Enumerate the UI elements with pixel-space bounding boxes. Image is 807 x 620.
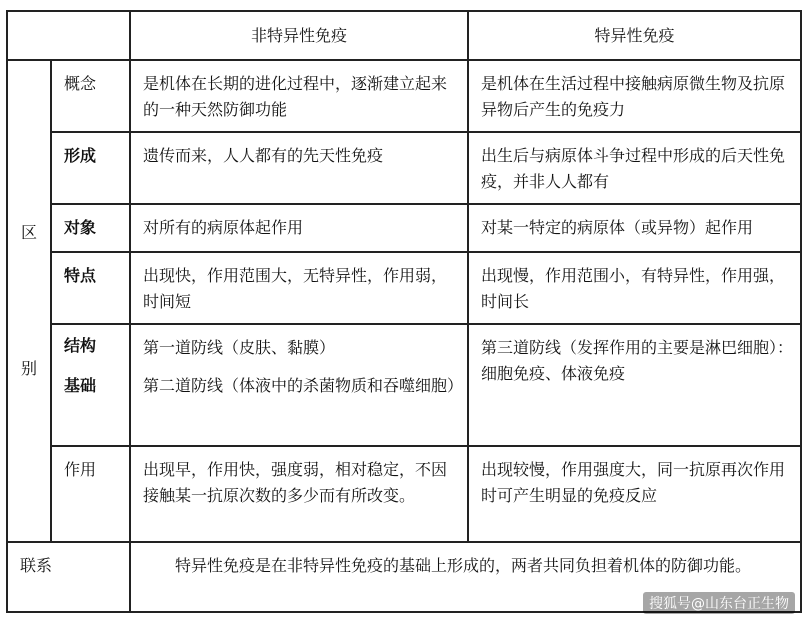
row-label-target: 对象	[51, 204, 130, 252]
cell-function-nonspecific: 出现早，作用快，强度弱，相对稳定，不因接触某一抗原次数的多少而有所改变。	[130, 446, 468, 542]
cell-concept-specific: 是机体在生活过程中接触病原微生物及抗原异物后产生的免疫力	[468, 60, 801, 132]
cell-relation-text: 特异性免疫是在非特异性免疫的基础上形成的，两者共同负担着机体的防御功能。	[130, 542, 801, 612]
table-row-structure	[7, 324, 801, 446]
header-corner-cell	[7, 11, 130, 60]
cell-target-nonspecific: 对所有的病原体起作用	[130, 204, 468, 252]
row-label-relation: 联系	[7, 542, 130, 612]
cell-function-specific: 出现较慢，作用强度大，同一抗原再次作用时可产生明显的免疫反应	[468, 446, 801, 542]
row-label-structure	[51, 324, 130, 446]
row-label-features: 特点	[51, 252, 130, 324]
table-row-features	[7, 252, 801, 324]
header-row	[7, 11, 801, 60]
table-row-formation	[7, 132, 801, 204]
cell-features-nonspecific: 出现快，作用范围大，无特异性，作用弱，时间短	[130, 252, 468, 324]
watermark-text: 搜狐号@山东台正生物	[643, 592, 795, 614]
immunity-comparison-table	[6, 10, 802, 613]
row-label-formation: 形成	[51, 132, 130, 204]
first-line-defense: 第一道防线（皮肤、黏膜）	[143, 338, 336, 357]
cell-features-specific: 出现慢，作用范围小，有特异性，作用强，时间长	[468, 252, 801, 324]
cell-structure-nonspecific	[130, 324, 468, 446]
header-nonspecific: 非特异性免疫	[130, 11, 468, 60]
row-label-concept: 概念	[51, 60, 130, 132]
cell-target-specific: 对某一特定的病原体（或异物）起作用	[468, 204, 801, 252]
row-label-structure-top: 结构	[64, 336, 97, 355]
cell-formation-specific: 出生后与病原体斗争过程中形成的后天性免疫，并非人人都有	[468, 132, 801, 204]
table-row-function	[7, 446, 801, 542]
second-line-defense: 第二道防线（体液中的杀菌物质和吞噬细胞）	[143, 376, 464, 395]
cell-formation-nonspecific: 遗传而来，人人都有的先天性免疫	[130, 132, 468, 204]
header-specific: 特异性免疫	[468, 11, 801, 60]
distinction-side-label	[7, 60, 51, 542]
side-label-bottom: 别	[20, 359, 37, 378]
cell-concept-nonspecific: 是机体在长期的进化过程中，逐渐建立起来的一种天然防御功能	[130, 60, 468, 132]
row-label-function: 作用	[51, 446, 130, 542]
cell-structure-specific: 第三道防线（发挥作用的主要是淋巴细胞）：细胞免疫、体液免疫	[468, 324, 801, 446]
table-row-target	[7, 204, 801, 252]
row-label-structure-bottom: 基础	[64, 376, 97, 395]
side-label-top: 区	[20, 223, 37, 242]
table-row-concept	[7, 60, 801, 132]
